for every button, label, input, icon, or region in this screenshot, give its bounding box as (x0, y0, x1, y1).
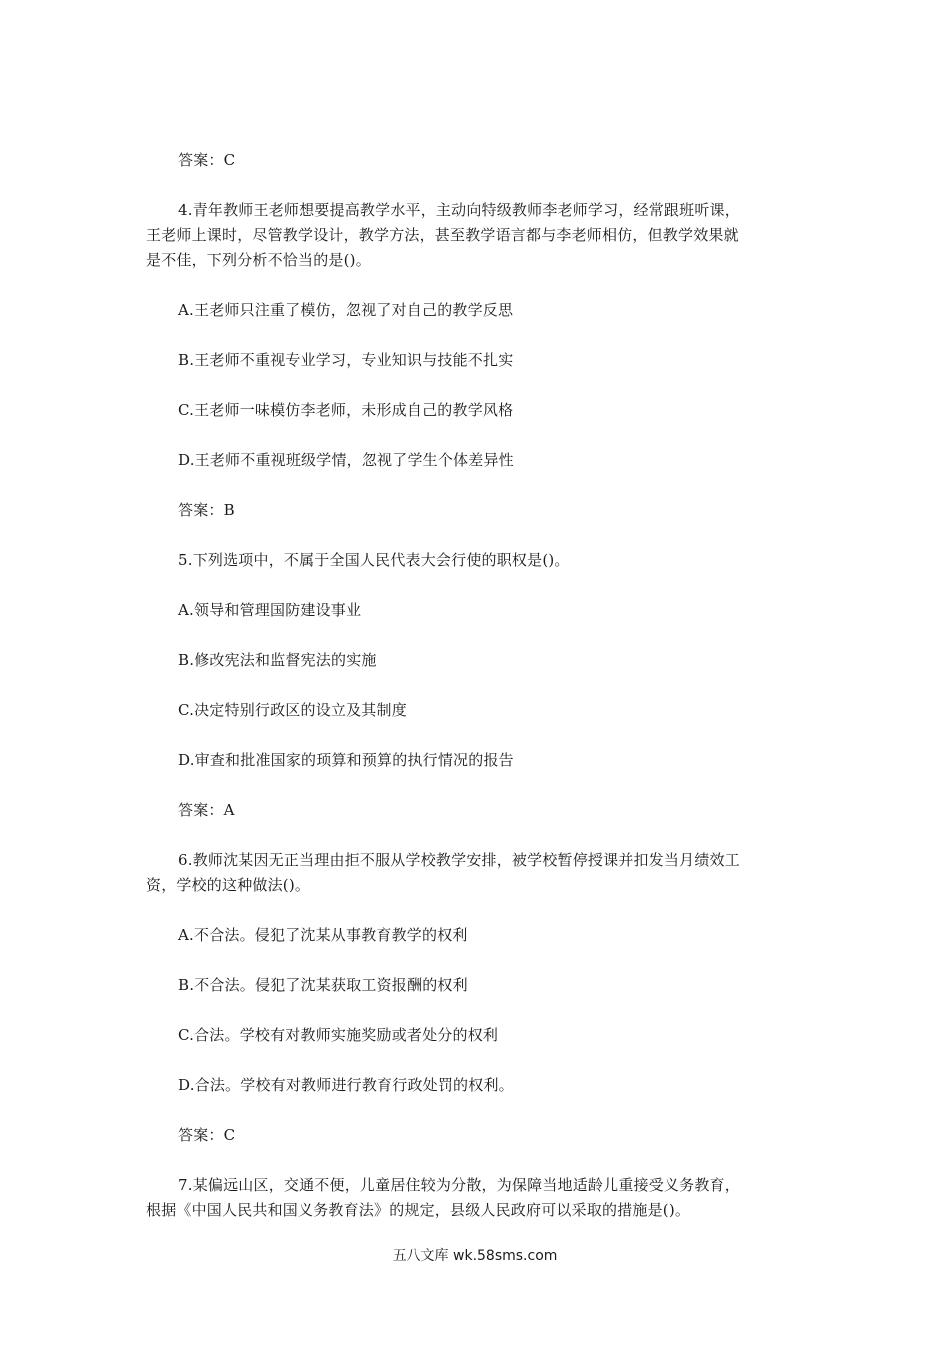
question-7-line-1: 7.某偏远山区，交通不便，儿童居住较为分散，为保障当地适龄儿重接受义务教育， (178, 1176, 740, 1194)
q5-option-c: C.决定特别行政区的设立及其制度 (178, 701, 407, 719)
q6-option-a: A.不合法。侵犯了沈某从事教育教学的权利 (178, 926, 468, 944)
answer-q5: 答案：A (178, 801, 235, 819)
page-footer: 五八文库 wk.58sms.com (392, 1248, 558, 1264)
q5-option-d: D.审查和批准国家的顼算和预算的执行情况的报告 (178, 751, 514, 769)
q4-option-c: C.王老师一味模仿李老师，未形成自己的教学风格 (178, 401, 514, 419)
q6-option-c: C.合法。学校有对教师实施奖励或者处分的权利 (178, 1026, 499, 1044)
answer-q3: 答案：C (178, 151, 236, 169)
answer-q6: 答案：C (178, 1126, 236, 1144)
question-4-line-1: 4.青年教师王老师想要提高教学水平，主动向特级教师李老师学习，经常跟班听课， (178, 201, 740, 219)
q5-option-a: A.领导和管理国防建设事业 (178, 601, 362, 619)
q4-option-b: B.王老师不重视专业学习，专业知识与技能不扎实 (178, 351, 514, 369)
question-6-line-1: 6.教师沈某因无正当理由拒不服从学校教学安排，被学校暂停授课并扣发当月绩效工 (178, 851, 740, 869)
answer-q4: 答案：B (178, 501, 235, 519)
question-4-line-2: 王老师上课时，尽管教学设计，教学方法，甚至教学语言都与李老师相仿，但教学效果就 (146, 226, 739, 244)
q6-option-b: B.不合法。侵犯了沈某获取工资报酬的权利 (178, 976, 468, 994)
question-6-line-2: 资，学校的这种做法()。 (146, 876, 311, 894)
q4-option-a: A.王老师只注重了模仿，忽视了对自己的教学反思 (178, 301, 514, 319)
question-5: 5.下列选项中，不属于全国人民代表大会行使的职权是()。 (178, 551, 570, 569)
q5-option-b: B.修改宪法和监督宪法的实施 (178, 651, 377, 669)
q6-option-d: D.合法。学校有对教师进行教育行政处罚的权利。 (178, 1076, 514, 1094)
question-4-line-3: 是不佳，下列分析不恰当的是()。 (146, 251, 371, 269)
question-7-line-2: 根据《中国人民共和国义务教育法》的规定，县级人民政府可以采取的措施是()。 (146, 1201, 691, 1219)
q4-option-d: D.王老师不重视班级学情，忽视了学生个体差异性 (178, 451, 514, 469)
